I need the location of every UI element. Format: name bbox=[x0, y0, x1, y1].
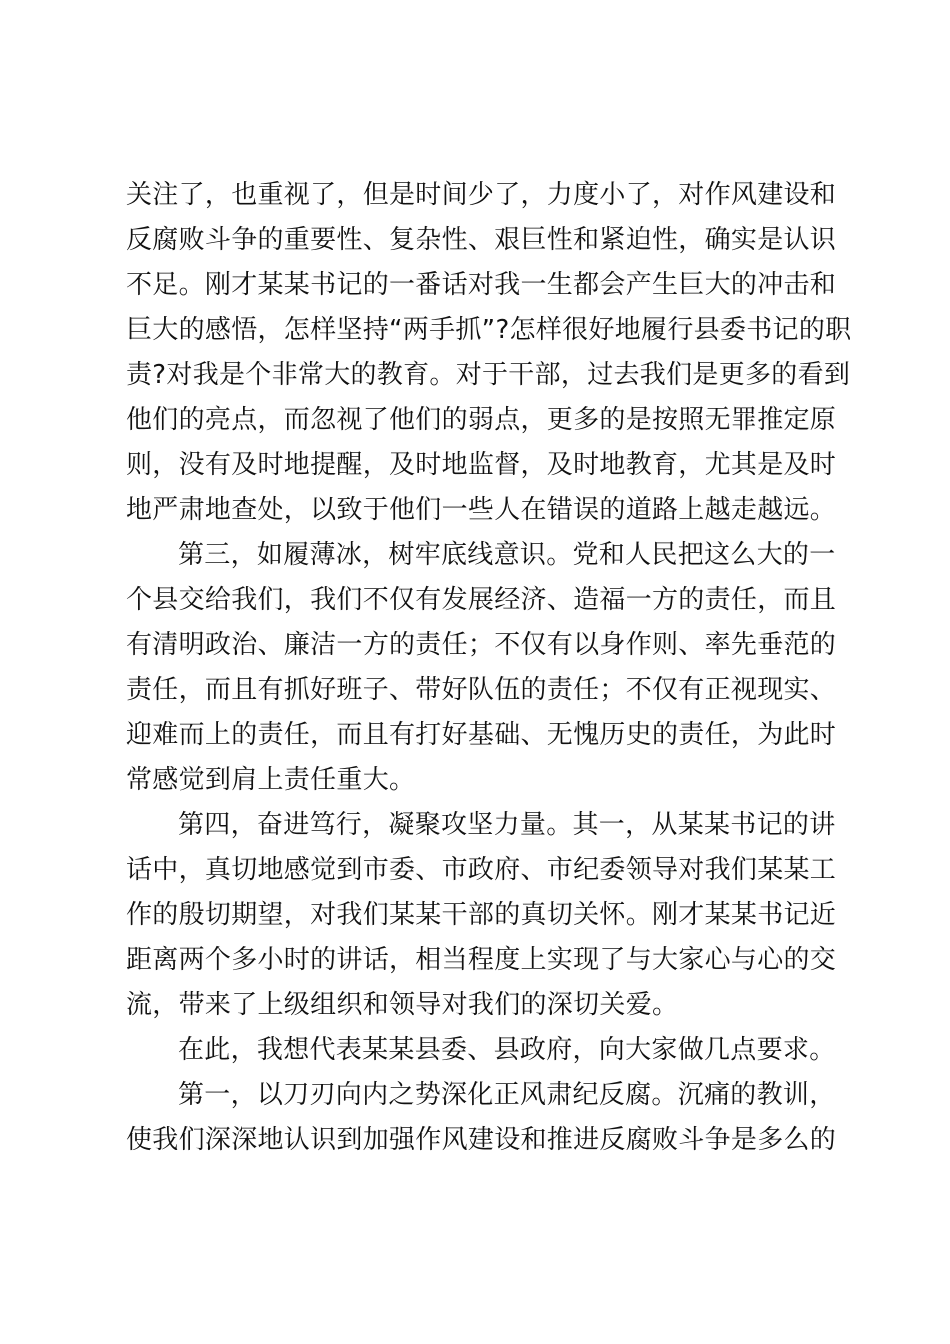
text-line: 流，带来了上级组织和领导对我们的深切关爱。 bbox=[126, 990, 679, 1020]
text-line: 反腐败斗争的重要性、复杂性、艰巨性和紧迫性，确实是认识 bbox=[126, 225, 837, 255]
text-line: 巨大的感悟，怎样坚持“两手抓”?怎样很好地履行县委书记的职 bbox=[126, 315, 852, 345]
text-line: 话中，真切地感觉到市委、市政府、市纪委领导对我们某某工 bbox=[126, 855, 837, 885]
text-line: 在此，我想代表某某县委、县政府，向大家做几点要求。 bbox=[178, 1035, 836, 1065]
text-line: 责任，而且有抓好班子、带好队伍的责任；不仅有正视现实、 bbox=[126, 675, 837, 705]
text-line: 地严肃地查处，以致于他们一些人在错误的道路上越走越远。 bbox=[126, 495, 837, 525]
text-line: 他们的亮点，而忽视了他们的弱点，更多的是按照无罪推定原 bbox=[126, 405, 837, 435]
text-line: 距离两个多小时的讲话，相当程度上实现了与大家心与心的交 bbox=[126, 945, 837, 975]
text-line: 第一，以刀刃向内之势深化正风肃纪反腐。沉痛的教训， bbox=[178, 1080, 836, 1110]
text-line: 责?对我是个非常大的教育。对于干部，过去我们是更多的看到 bbox=[126, 360, 851, 390]
document-body bbox=[126, 173, 852, 1163]
text-line: 有清明政治、廉洁一方的责任；不仅有以身作则、率先垂范的 bbox=[126, 630, 837, 660]
text-line: 第三，如履薄冰，树牢底线意识。党和人民把这么大的一 bbox=[178, 540, 836, 570]
text-line: 作的殷切期望，对我们某某干部的真切关怀。刚才某某书记近 bbox=[126, 900, 837, 930]
text-line: 不足。刚才某某书记的一番话对我一生都会产生巨大的冲击和 bbox=[126, 270, 837, 300]
text-line: 则，没有及时地提醒，及时地监督，及时地教育，尤其是及时 bbox=[126, 450, 837, 480]
text-line: 常感觉到肩上责任重大。 bbox=[126, 765, 416, 795]
text-line: 第四，奋进笃行，凝聚攻坚力量。其一，从某某书记的讲 bbox=[178, 810, 836, 840]
text-line: 使我们深深地认识到加强作风建设和推进反腐败斗争是多么的 bbox=[126, 1125, 837, 1155]
text-line: 迎难而上的责任，而且有打好基础、无愧历史的责任，为此时 bbox=[126, 720, 837, 750]
text-line: 关注了，也重视了，但是时间少了，力度小了，对作风建设和 bbox=[126, 180, 837, 210]
text-line: 个县交给我们，我们不仅有发展经济、造福一方的责任，而且 bbox=[126, 585, 837, 615]
